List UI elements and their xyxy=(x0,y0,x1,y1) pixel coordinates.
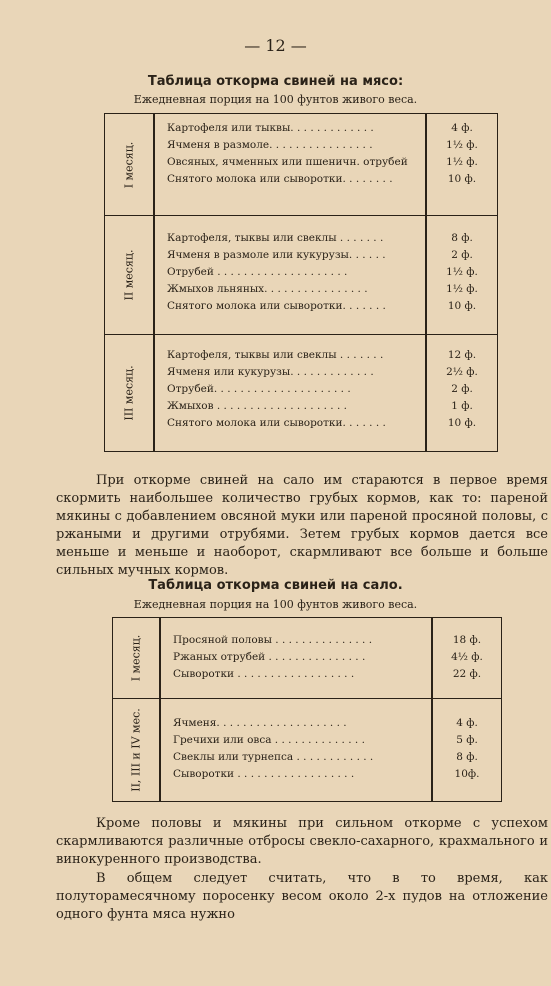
feed-amount: 22 ф. xyxy=(452,668,482,680)
feed-amount: 4½ ф. xyxy=(451,651,483,663)
feed-amount: 10 ф. xyxy=(447,300,477,312)
table1-title: Таблица откорма свиней на мясо: xyxy=(147,74,404,89)
items-cell xyxy=(154,335,426,452)
table-row xyxy=(113,618,502,699)
feed-amount: 1½ ф. xyxy=(446,283,478,295)
paragraph-waste xyxy=(56,815,548,869)
feed-item: Просяной половы . . . . . . . . . . . . . . . xyxy=(173,634,373,646)
month-label-cell xyxy=(113,618,161,699)
month-label-cell xyxy=(105,335,155,452)
paragraph-text: При откорме свиней на сало им стараются в первое время скормить наибольшее количество грубых кормов, как то: пареной мякины с добавлением овсяной муки или пареной просяной половы, с ржаными и другими отрубями. Зетем грубых кормов дается все меньше и меньше и наоборот, скармливают все больше и больше сильных мучных кормов. xyxy=(56,473,548,578)
page-number: — 12 — xyxy=(244,36,307,55)
table2-subtitle: Ежедневная порция на 100 фунтов живого веса. xyxy=(133,598,418,611)
feed-amount: 2 ф. xyxy=(451,383,473,395)
month-label: III месяц. xyxy=(122,365,136,421)
month-label-cell xyxy=(113,699,161,802)
feed-amount: 2½ ф. xyxy=(446,366,478,378)
month-label: II, III и IV мес. xyxy=(129,708,143,792)
table-row xyxy=(105,114,498,216)
items-cell xyxy=(160,699,432,802)
feed-amount: 1½ ф. xyxy=(446,139,478,151)
feed-amount: 10 ф. xyxy=(447,173,477,185)
feed-item: Снятого молока или сыворотки. . . . . . . xyxy=(167,417,386,429)
feed-amount: 18 ф. xyxy=(452,634,482,646)
paragraph-fat-intro xyxy=(56,472,548,580)
items-cell xyxy=(160,618,432,699)
month-label-cell xyxy=(105,216,155,335)
feed-amount: 12 ф. xyxy=(447,349,477,361)
feed-item: Ржаных отрубей . . . . . . . . . . . . . . . xyxy=(173,651,366,663)
paragraph-text: В общем следует считать, что в то время, как полуторамесячному поросенку весом около 2-х пудов на отложение одного фунта мяса нужно xyxy=(56,871,548,922)
items-cell xyxy=(154,114,426,216)
feed-item: Картофеля, тыквы или свеклы . . . . . . . xyxy=(167,349,384,361)
feed-item: Картофеля, тыквы или свеклы . . . . . . . xyxy=(167,232,384,244)
feed-amount: 1½ ф. xyxy=(446,266,478,278)
amounts-cell xyxy=(432,699,502,802)
feed-item: Отрубей. . . . . . . . . . . . . . . . . . . . . xyxy=(167,383,351,395)
feed-amount: 2 ф. xyxy=(451,249,473,261)
feed-amount: 5 ф. xyxy=(456,734,478,746)
table1-subtitle: Ежедневная порция на 100 фунтов живого веса. xyxy=(133,93,418,106)
month-label: I месяц. xyxy=(122,141,136,188)
feed-item: Жмыхов льняных. . . . . . . . . . . . . . . . xyxy=(167,283,368,295)
table-fat-fattening xyxy=(112,617,502,802)
feed-amount: 8 ф. xyxy=(456,751,478,763)
amounts-cell xyxy=(426,114,498,216)
feed-item: Гречихи или овса . . . . . . . . . . . . . . xyxy=(173,734,365,746)
amounts-cell xyxy=(426,335,498,452)
feed-item: Сыворотки . . . . . . . . . . . . . . . . . . xyxy=(173,668,355,680)
amounts-cell xyxy=(432,618,502,699)
month-label: I месяц. xyxy=(129,634,143,682)
feed-amount: 8 ф. xyxy=(451,232,473,244)
feed-amount: 10ф. xyxy=(454,768,480,780)
feed-item: Ячменя в размоле. . . . . . . . . . . . . . . . xyxy=(167,139,373,151)
feed-item: Картофеля или тыквы. . . . . . . . . . . . . xyxy=(167,122,374,134)
feed-amount: 4 ф. xyxy=(456,717,478,729)
feed-item: Снятого молока или сыворотки. . . . . . . xyxy=(167,300,386,312)
feed-item: Ячменя. . . . . . . . . . . . . . . . . . . . xyxy=(173,717,347,729)
feed-item: Овсяных, ячменных или пшеничн. отрубей xyxy=(167,156,408,168)
table-row xyxy=(105,216,498,335)
feed-amount: 10 ф. xyxy=(447,417,477,429)
feed-amount: 4 ф. xyxy=(451,122,473,134)
paragraph-text: Кроме половы и мякины при сильном откорме с успехом скармливаются различные отбросы свекло-сахарного, крахмального и винокуренного производства. xyxy=(56,816,548,867)
month-label-cell xyxy=(105,114,155,216)
feed-item: Отрубей . . . . . . . . . . . . . . . . . . . . xyxy=(167,266,348,278)
table2-title: Таблица откорма свиней на сало. xyxy=(148,578,403,593)
items-cell xyxy=(154,216,426,335)
feed-item: Снятого молока или сыворотки. . . . . . . . xyxy=(167,173,393,185)
feed-item: Сыворотки . . . . . . . . . . . . . . . . . . xyxy=(173,768,355,780)
amounts-cell xyxy=(426,216,498,335)
feed-amount: 1 ф. xyxy=(451,400,473,412)
feed-item: Ячменя или кукурузы. . . . . . . . . . . . . xyxy=(167,366,374,378)
feed-item: Свеклы или турнепса . . . . . . . . . . . . xyxy=(173,751,374,763)
feed-amount: 1½ ф. xyxy=(446,156,478,168)
table-meat-fattening xyxy=(104,113,498,452)
month-label: II месяц. xyxy=(122,249,136,301)
feed-item: Ячменя в размоле или кукурузы. . . . . . xyxy=(167,249,386,261)
feed-item: Жмыхов . . . . . . . . . . . . . . . . . . . . xyxy=(167,400,347,412)
table-row xyxy=(105,335,498,452)
table-row xyxy=(113,699,502,802)
paragraph-general xyxy=(56,870,548,924)
